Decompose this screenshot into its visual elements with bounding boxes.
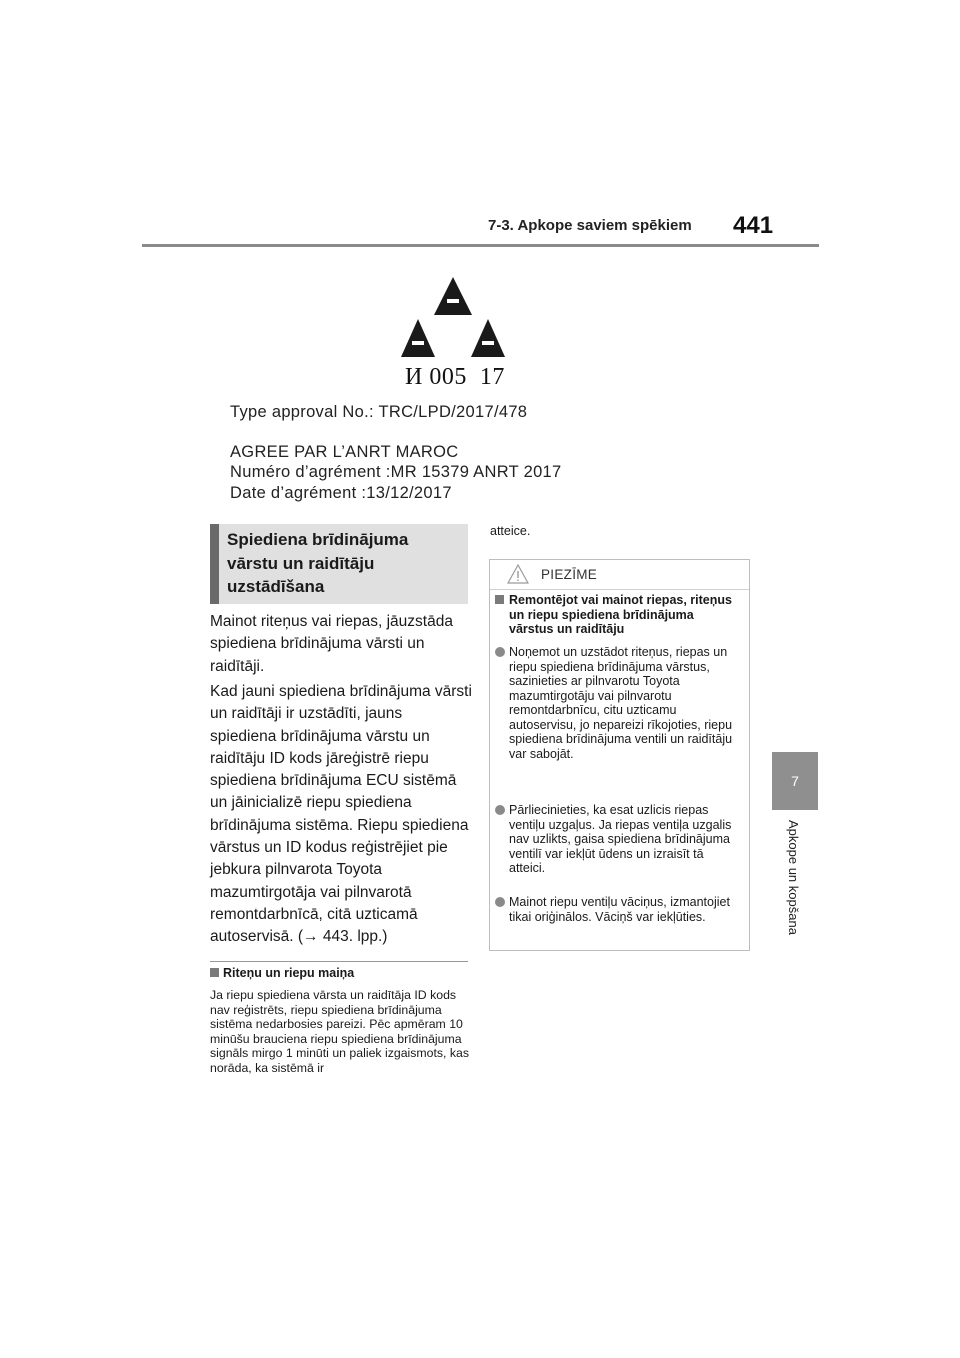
note-divider [490, 589, 749, 590]
chapter-label [786, 820, 806, 960]
approval-line-2: AGREE PAR L’ANRT MAROC [230, 443, 459, 461]
section-heading: Spiediena brīdinājuma vārstu un raidītāju uzstādīšana [227, 530, 409, 596]
warning-triangle-icon [507, 564, 529, 584]
note-heading-text: Remontējot vai mainot riepas, riteņus un riepu spiediena brīdinājuma vārstus un raidītāju [509, 593, 732, 636]
note-item [495, 803, 741, 876]
square-bullet-icon [495, 595, 504, 604]
bullet-dot-icon [495, 897, 505, 907]
note-item-text: Noņemot un uzstādot riteņus, riepas un riepu spiediena brīdinājuma vārstus, sazinieties ar pilnvarotu Toyota mazumtirgotāju vai pilnvarotu remontdarbnīcu, citu uzticamu autoservisu, jo nepareizi rīkojoties, riepu spiediena brīdinājuma ventili un raidītāju var sabojāt. [509, 645, 733, 761]
subsection-divider [210, 961, 468, 962]
continuation-text: atteice. [490, 524, 531, 538]
note-item [495, 895, 741, 924]
header-divider [142, 244, 819, 247]
chapter-tab[interactable]: 7 [772, 752, 818, 810]
bullet-dot-icon [495, 647, 505, 657]
note-heading [495, 593, 741, 637]
body-paragraph: Mainot riteņus vai riepas, jāuzstāda spiediena brīdinājuma vārsti un raidītāji. [210, 613, 453, 675]
approval-line-3: Numéro d’agrément :MR 15379 ANRT 2017 [230, 463, 562, 481]
page-number: 441 [733, 212, 774, 239]
bullet-dot-icon [495, 805, 505, 815]
body-paragraph: Kad jauni spiediena brīdinājuma vārsti un raidītāji ir uzstādīti, jauns spiediena brīdinājuma vārstu un raidītāju ID kods jāreģistrē riepu spiediena brīdinājuma ECU sistēmā un jāinicializē riepu spiediena brīdinājuma sistēma. Riepu spiediena vārstus un ID kodus reģistrējiet pie jebkura pilnvarota Toyota mazumtirgotāja vai pilnvarotā remontdarbnīcā, citā uzticamā autoservisā. (→ 443. lpp.) [210, 683, 472, 946]
approval-line-4: Date d’agrément :13/12/2017 [230, 484, 452, 502]
subsection-title-text: Riteņu un riepu maiņa [223, 966, 355, 980]
approval-code: И 005 17 [405, 364, 505, 390]
note-item-text: Mainot riepu ventiļu vāciņus, izmantojiet tikai oriģinālos. Vāciņš var iekļūties. [509, 895, 730, 924]
section-heading-bar [210, 524, 219, 604]
subsection-title [210, 966, 354, 980]
note-item [495, 645, 741, 761]
note-title: PIEZĪME [541, 567, 598, 582]
subsection-body: Ja riepu spiediena vārsta un raidītāja ID kods nav reģistrēts, riepu spiediena brīdinājuma sistēma nedarbosies pareizi. Pēc apmēram 10 minūšu brauciena riepu spiediena brīdinājuma signāls mirgo 1 minūti un paliek izgaismots, kas norāda, ka sistēmā ir [210, 988, 470, 1075]
chapter-label-text: Apkope un kopšana [786, 820, 801, 935]
approval-line-1: Type approval No.: TRC/LPD/2017/478 [230, 403, 528, 421]
section-title: 7-3. Apkope saviem spēkiem [488, 217, 692, 234]
note-item-text: Pārliecinieties, ka esat uzlicis riepas ventiļu uzgaļus. Ja riepas ventiļa uzgalis nav uzlikts, gaisa spiediena brīdinājuma ventilī var iekļūt ūdens un izraisīt tā atteici. [509, 803, 732, 875]
approval-triangles-icon [398, 275, 508, 365]
square-bullet-icon [210, 968, 219, 977]
